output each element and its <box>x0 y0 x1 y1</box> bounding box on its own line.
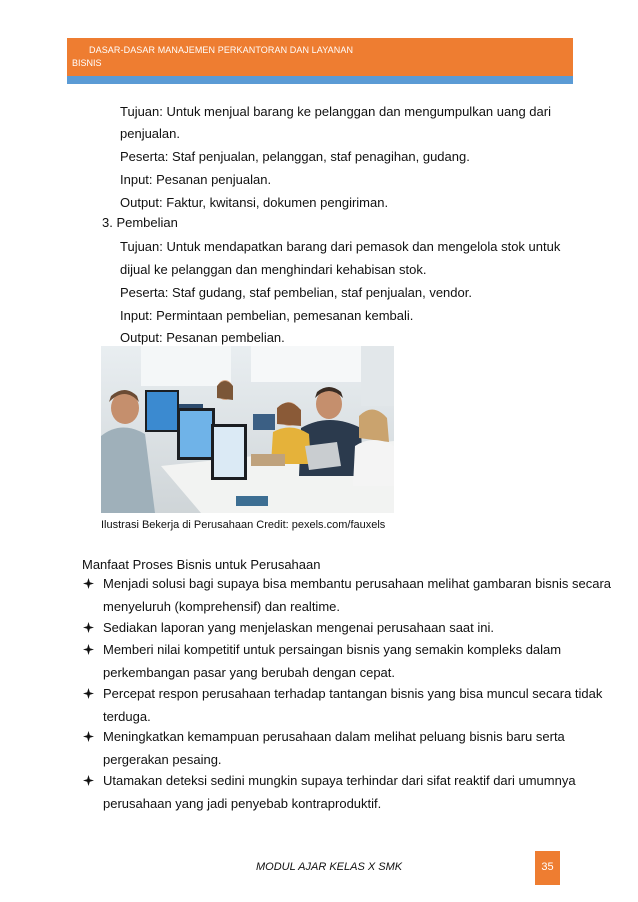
diamond-bullet-icon <box>83 578 94 589</box>
purchase-input: Input: Permintaan pembelian, pemesanan kembali. <box>120 308 414 323</box>
page-header <box>67 38 573 76</box>
footer-module-title: MODUL AJAR KELAS X SMK <box>256 861 403 873</box>
manfaat-item-4-line1: Percepat respon perusahaan terhadap tantangan bisnis yang bisa muncul secara tidak <box>103 686 603 701</box>
manfaat-item-5-line1: Meningkatkan kemampuan perusahaan dalam melihat peluang bisnis baru serta <box>103 729 565 744</box>
purchase-tujuan-line2: dijual ke pelanggan dan menghindari kehabisan stok. <box>120 262 427 277</box>
diamond-bullet-icon <box>83 622 94 633</box>
manfaat-item-5-line2: pergerakan pesaing. <box>103 752 222 767</box>
manfaat-item-3-line1: Memberi nilai kompetitif untuk persaingan bisnis yang semakin kompleks dalam <box>103 642 562 657</box>
purchase-output: Output: Pesanan pembelian. <box>120 330 285 345</box>
manfaat-item-1-line2: menyeluruh (komprehensif) dan realtime. <box>103 599 340 614</box>
sales-tujuan-line2: penjualan. <box>120 126 180 141</box>
section-3-heading: 3. Pembelian <box>102 215 178 230</box>
page-number: 35 <box>541 861 554 873</box>
sales-tujuan-line1: Tujuan: Untuk menjual barang ke pelanggan dan mengumpulkan uang dari <box>120 104 551 119</box>
diamond-bullet-icon <box>83 644 94 655</box>
manfaat-item-6-line1: Utamakan deteksi sedini mungkin supaya terhindar dari sifat reaktif dari umumnya <box>103 773 576 788</box>
diamond-bullet-icon <box>83 775 94 786</box>
sales-peserta: Peserta: Staf penjualan, pelanggan, staf penagihan, gudang. <box>120 149 470 164</box>
sales-output: Output: Faktur, kwitansi, dokumen pengiriman. <box>120 195 389 210</box>
manfaat-heading: Manfaat Proses Bisnis untuk Perusahaan <box>82 557 321 572</box>
sales-input: Input: Pesanan penjualan. <box>120 172 272 187</box>
header-blue-bar <box>67 76 573 84</box>
diamond-bullet-icon <box>83 731 94 742</box>
purchase-peserta: Peserta: Staf gudang, staf pembelian, staf penjualan, vendor. <box>120 285 472 300</box>
header-title-line1: DASAR-DASAR MANAJEMEN PERKANTORAN DAN LAYANAN <box>89 45 354 55</box>
page-number-box <box>535 851 560 885</box>
header-title-line2: BISNIS <box>72 58 102 68</box>
manfaat-item-2-line1: Sediakan laporan yang menjelaskan mengenai perusahaan saat ini. <box>103 620 494 635</box>
manfaat-item-6-line2: perusahaan yang jadi penyebab kontraproduktif. <box>103 796 382 811</box>
figure-caption: Ilustrasi Bekerja di Perusahaan Credit: pexels.com/fauxels <box>101 519 386 531</box>
manfaat-item-4-line2: terduga. <box>103 709 151 724</box>
office-photo <box>101 346 394 513</box>
manfaat-item-3-line2: perkembangan pasar yang berubah dengan cepat. <box>103 665 395 680</box>
diamond-bullet-icon <box>83 688 94 699</box>
manfaat-item-1-line1: Menjadi solusi bagi supaya bisa membantu perusahaan melihat gambaran bisnis secara <box>103 576 612 591</box>
purchase-tujuan-line1: Tujuan: Untuk mendapatkan barang dari pemasok dan mengelola stok untuk <box>120 239 561 254</box>
